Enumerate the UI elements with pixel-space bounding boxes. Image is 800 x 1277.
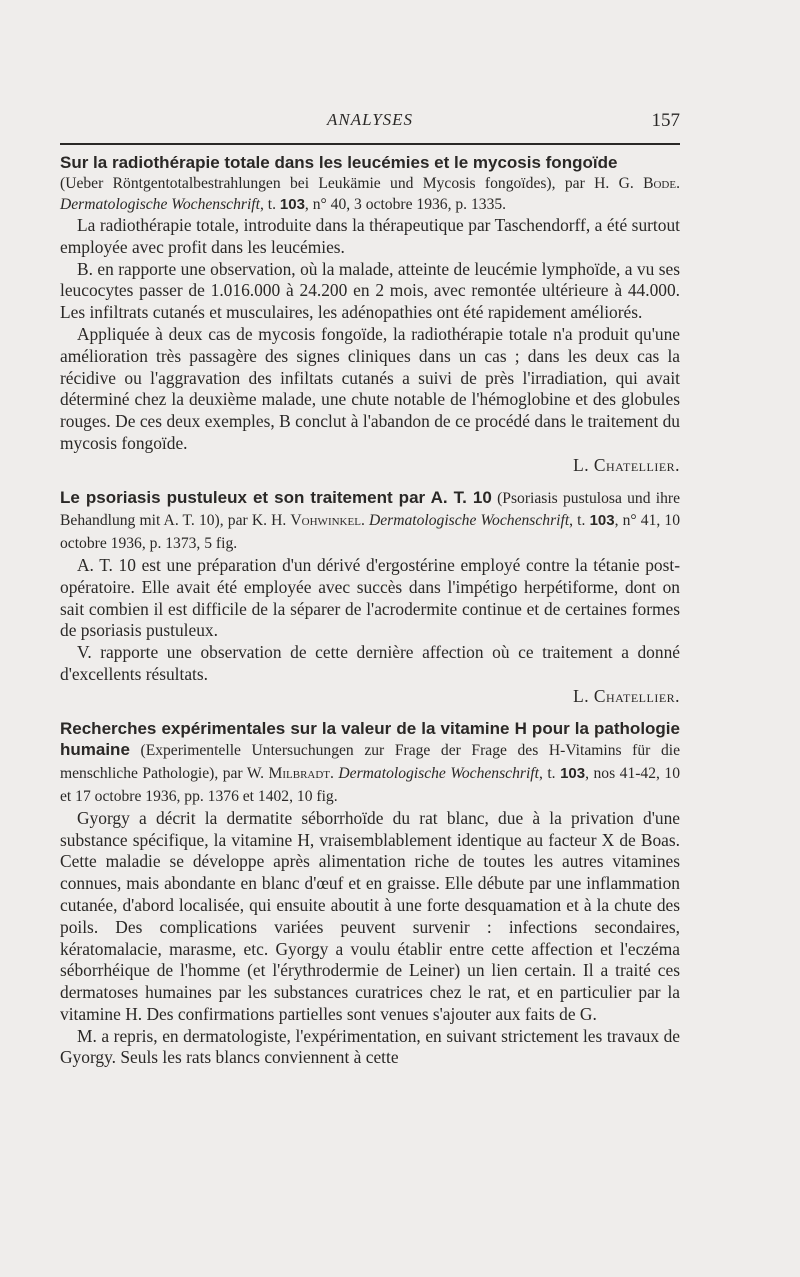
ref-text: , nos 41-42, 10 et 17 octobre 1936, pp. 1376 et 1402, 10 fig. — [60, 765, 681, 805]
article-2 — [60, 487, 680, 708]
article-paragraph: M. a repris, en dermatologiste, l'expérimentation, en suivant strictement les travaux de Gyorgy. Seuls les rats blancs conviennent à cette — [60, 1025, 680, 1068]
header-rule — [60, 143, 680, 145]
article-paragraph: V. rapporte une observation de cette dernière affection où ce traitement a donné d'excellents résultats. — [60, 642, 680, 684]
volume-number: 103 — [279, 196, 305, 213]
page-header — [60, 100, 680, 134]
ref-text: , n° 41, 10 octobre 1936, p. 1373, 5 fig. — [60, 512, 681, 553]
article-title: Le psoriasis pustuleux et son traitement par A. T. 10 — [60, 487, 492, 507]
ref-text: . — [330, 765, 339, 783]
article-heading — [60, 718, 680, 808]
author-name: Bode — [643, 175, 677, 192]
article-title: Sur la radiothérapie totale dans les leucémies et le mycosis fongoïde — [60, 153, 618, 172]
ref-text: , t. — [259, 196, 280, 213]
article-paragraph: La radiothérapie totale, introduite dans la thérapeutique par Taschendorff, a été surtout employée avec profit dans les leucémies. — [60, 215, 680, 257]
page-content — [60, 152, 680, 1073]
ref-text: , t. — [538, 765, 561, 783]
ref-text: , n° 40, 3 octobre 1936, p. 1335. — [304, 196, 507, 213]
article-signature: L. Chatellier. — [573, 454, 680, 475]
article-paragraph: A. T. 10 est une préparation d'un dérivé d'ergostérine employé contre la tétanie post-opératoire. Elle avait été employée avec succès dans l'impétigo herpétiforme, dont on sait combien il est difficile de la séparer de l'acrodermite continue et de certaines formes de psoriasis pustuleux. — [60, 554, 680, 641]
article-1 — [60, 152, 680, 477]
article-signature: L. Chatellier. — [573, 685, 680, 706]
ref-text: (Experimentelle Untersuchungen zur Frage der Frage des H-Vitamins für die menschliche Pathologie), par W. — [60, 742, 680, 783]
article-3 — [60, 718, 680, 1070]
ref-text: , t. — [569, 512, 590, 530]
journal-name: Dermatologische Wochenschrift — [368, 512, 570, 530]
running-title: ANALYSES — [326, 110, 414, 129]
article-paragraph: Appliquée à deux cas de mycosis fongoïde, la radiothérapie totale n'a produit qu'une amélioration très passagère des signes cliniques dans un cas ; dans les deux cas la récidive ou l'aggravation des infiltats cutanés a suivi de près l'irradiation, qui avait déterminé chez la deuxième malade, une chute notable de l'hémoglobine et des globules rouges. De ces deux exemples, B conclut à l'abandon de ce procédé dans le traitement du mycosis fongoïde. — [60, 323, 680, 453]
article-reference — [60, 173, 680, 215]
ref-text: . — [360, 512, 369, 530]
article-paragraph: Gyorgy a décrit la dermatite séborrhoïde du rat blanc, due à la privation d'une substance spécifique, la vitamine H, vraisemblablement identique au facteur X de Boas. Cette maladie se développe après alimentation riche de toutes les autres vitamines connues, mais abondante en blanc d'œuf et en graisse. Elle débute par une inflammation cutanée, d'abord localisée, qui ensuite aboutit à une forte desquamation et à la chute des poils. Des complications variées peuvent survenir : infections secondaires, kératomalacie, marasme, etc. Gyorgy a voulu établir entre cette affection et l'eczéma séborrhéique de l'homme (et l'érythrodermie de Leiner) un lien certain. Il a traité ces dermatoses humaines par les substances curatrices chez le rat, et en particulier par la vitamine H. Des confirmations partielles sont venues s'ajouter aux faits de G. — [60, 807, 680, 1024]
author-name: Milbradt — [268, 765, 331, 783]
author-name: Vohwinkel — [290, 512, 361, 530]
journal-name: Dermatologische Wochenschrift — [60, 196, 260, 213]
ref-text: (Ueber Röntgentotalbestrahlungen bei Leukämie und Mycosis fongoïdes), par H. G. — [60, 175, 644, 192]
ref-text: (Psoriasis pustulosa und ihre Behandlung mit A. T. 10), par K. H. — [60, 489, 680, 530]
article-heading — [60, 487, 680, 555]
ref-text: . — [676, 175, 680, 192]
page-number: 157 — [651, 110, 680, 131]
article-paragraph: B. en rapporte une observation, où la malade, atteinte de leucémie lymphoïde, a vu ses leucocytes passer de 1.016.000 à 24.200 en 2 mois, avec remontée ultérieure à 44.000. Les infiltrats cutanés et musculaires, les adénopathies ont été rapidement améliorés. — [60, 258, 680, 323]
volume-number: 103 — [560, 765, 586, 783]
journal-name: Dermatologische Wochenschrift — [338, 765, 539, 783]
article-title: Recherches expérimentales sur la valeur de la vitamine H pour la pathologie humaine — [60, 718, 680, 760]
volume-number: 103 — [589, 512, 615, 530]
